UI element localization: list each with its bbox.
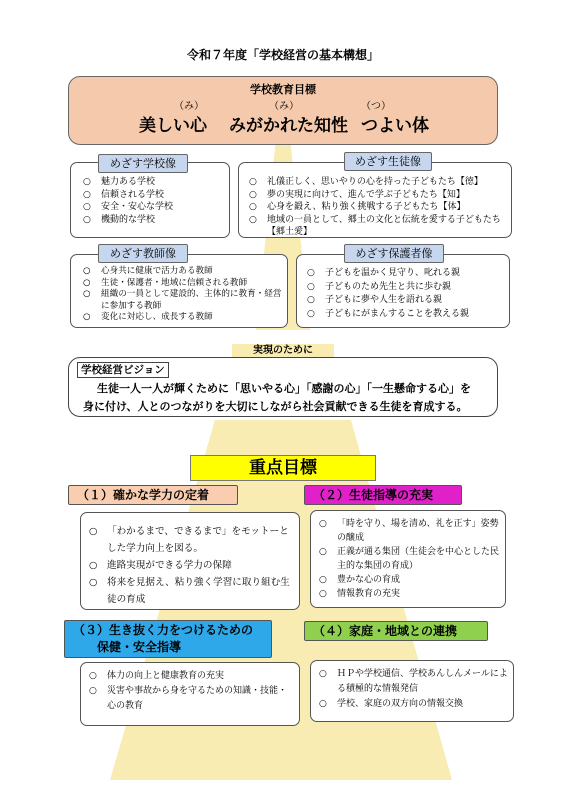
bullet-icon: ○: [89, 577, 98, 588]
goal-text-3: つよい体: [361, 116, 429, 136]
parent-image-list: [307, 267, 505, 321]
parent-image-box: [296, 254, 510, 328]
list-item: [249, 176, 505, 189]
priority-2-title: （２）生徒指導の充実: [304, 485, 462, 505]
list-item-text: 体力の向上と健康教育の充実: [107, 671, 225, 681]
list-item: [319, 697, 509, 712]
list-item-text: 安全・安心な学校: [101, 202, 174, 212]
ruby-1: （み）: [174, 101, 204, 112]
list-item-text: 「わかるまで、できるまで」をモットーとした学力向上を図る。: [107, 526, 289, 554]
bullet-icon: ○: [83, 312, 91, 322]
list-item-text: 「時を守り、場を清め、礼を正す」姿勢の醸成: [337, 519, 499, 543]
list-item-text: 情報教育の充実: [337, 589, 401, 599]
bullet-icon: ○: [83, 289, 91, 299]
bullet-icon: ○: [319, 589, 327, 599]
list-item: [83, 278, 283, 290]
bullet-icon: ○: [249, 214, 257, 225]
list-item: [83, 189, 229, 202]
list-item-text: 組織の一員として建設的、主体的に教育・経営に参加する教師: [101, 289, 282, 311]
list-item-text: 生徒・保護者・地域に信頼される教師: [101, 277, 248, 288]
school-image-list: [83, 176, 229, 226]
priority-3-list: [89, 669, 295, 714]
student-image-box: [238, 162, 512, 238]
bullet-icon: ○: [319, 699, 327, 709]
list-item-text: 子どもを温かく見守り、叱れる親: [325, 268, 461, 278]
list-item-text: 子どもに夢や人生を語れる親: [325, 295, 443, 305]
teacher-image-label: めざす教師像: [98, 244, 188, 263]
priority-3-title-line-2: 保健・安全指導: [97, 640, 182, 654]
list-item: [89, 669, 295, 684]
list-item-text: 地域の一員として、郷土の文化と伝統を愛する子どもたち【郷土愛】: [267, 214, 501, 237]
list-item: [249, 201, 505, 214]
list-item: [83, 201, 229, 214]
teacher-image-list: [83, 266, 283, 324]
priority-3-title-line-1: （３）生き抜く力をつけるための: [73, 623, 254, 637]
student-image-list: [249, 176, 505, 239]
school-image-label: めざす学校像: [98, 154, 188, 173]
bullet-icon: ○: [319, 575, 327, 585]
bullet-icon: ○: [307, 308, 315, 319]
bullet-icon: ○: [83, 214, 91, 225]
goal-text-1: 美しい心: [139, 116, 207, 136]
bullet-icon: ○: [307, 268, 315, 278]
bullet-icon: ○: [319, 669, 327, 679]
list-item: [89, 574, 293, 608]
priority-4-list: [319, 667, 509, 712]
list-item-text: 変化に対応し、成長する教師: [101, 312, 213, 322]
list-item: [319, 545, 501, 573]
student-image-label: めざす生徒像: [344, 152, 432, 171]
list-item: [249, 189, 505, 202]
list-item: [307, 281, 505, 295]
priority-4-box: [310, 660, 514, 722]
bullet-icon: ○: [307, 281, 315, 292]
list-item-text: 進路実現ができる学力の保障: [107, 560, 232, 571]
school-image-box: [70, 162, 230, 238]
list-item-text: 学校、家庭の双方向の情報交換: [337, 699, 464, 709]
priority-title: 重点目標: [190, 455, 376, 481]
list-item-text: 夢の実現に向けて、進んで学ぶ子どもたち【知】: [267, 189, 465, 200]
bullet-icon: ○: [83, 202, 91, 212]
priority-1-list: [89, 523, 293, 608]
bullet-icon: ○: [83, 177, 91, 187]
list-item-text: 機動的な学校: [101, 214, 156, 225]
list-item: [83, 312, 283, 324]
vision-line-1: 生徒一人一人が輝くために「思いやる心」「感謝の心」「一生懸命する心」を: [97, 382, 471, 395]
parent-image-label: めざす保護者像: [344, 244, 444, 263]
list-item-text: 将来を見据え、粘り強く学習に取り組む生徒の育成: [107, 577, 290, 605]
list-item: [83, 214, 229, 227]
list-item-text: ＨＰや学校通信、学校あんしんメールによる積極的な情報発信: [337, 669, 508, 694]
list-item: [249, 214, 505, 239]
list-item-text: 正義が通る集団（生徒会を中心とした民主的な集団の育成）: [337, 547, 500, 571]
list-item: [83, 266, 283, 278]
bullet-icon: ○: [89, 686, 97, 696]
goal-text-2: みがかれた知性: [229, 116, 348, 136]
priority-1-title: （１）確かな学力の定着: [68, 485, 238, 505]
priority-3-box: [80, 662, 300, 726]
bullet-icon: ○: [89, 671, 97, 681]
bullet-icon: ○: [249, 202, 257, 212]
list-item-text: 災害や事故から身を守るための知識・技能・心の教育: [107, 686, 288, 711]
priority-3-title: [64, 620, 272, 658]
bullet-icon: ○: [319, 547, 327, 557]
bullet-icon: ○: [249, 177, 257, 187]
list-item-text: 豊かな心の育成: [337, 575, 401, 585]
bullet-icon: ○: [83, 189, 91, 200]
page-title: 令和７年度「学校経営の基本構想」: [186, 48, 379, 62]
bullet-icon: ○: [83, 266, 91, 276]
list-item: [89, 523, 293, 557]
list-item-text: 心身共に健康で活力ある教師: [101, 266, 213, 276]
list-item: [89, 557, 293, 574]
list-item: [307, 308, 505, 322]
list-item: [89, 684, 295, 714]
bullet-icon: ○: [89, 560, 98, 571]
bullet-icon: ○: [89, 526, 98, 537]
list-item: [319, 517, 501, 545]
list-item: [307, 294, 505, 308]
list-item-text: 心身を鍛え、粘り強く挑戦する子どもたち【体】: [267, 202, 466, 212]
list-item-text: 礼儀正しく、思いやりの心を持った子どもたち【徳】: [267, 177, 483, 187]
realize-label: 実現のために: [232, 344, 334, 358]
list-item-text: 子どもにがまんすることを教える親: [325, 308, 470, 319]
ruby-3: （つ）: [361, 101, 391, 112]
list-item-text: 子どものため先生と共に歩む親: [325, 281, 452, 292]
vision-box: [68, 357, 498, 417]
bullet-icon: ○: [249, 189, 257, 200]
bullet-icon: ○: [307, 295, 315, 305]
list-item: [307, 267, 505, 281]
list-item-text: 魅力ある学校: [101, 177, 156, 187]
vision-line-2: 身に付け、人とのつながりを大切にしながら社会貢献できる生徒を育成する。: [83, 400, 468, 413]
list-item: [83, 176, 229, 189]
teacher-image-box: [70, 254, 288, 328]
school-goal-label: 学校教育目標: [250, 83, 316, 96]
bullet-icon: ○: [319, 519, 327, 529]
list-item-text: 信頼される学校: [101, 189, 165, 200]
list-item: [319, 587, 501, 601]
list-item: [319, 667, 509, 697]
ruby-2: （み）: [269, 101, 299, 112]
priority-1-box: [80, 512, 300, 610]
priority-4-title: （４）家庭・地域との連携: [304, 621, 488, 641]
list-item: [83, 289, 283, 312]
bullet-icon: ○: [83, 277, 91, 288]
school-goal-box: [68, 76, 498, 145]
vision-label: 学校経営ビジョン: [77, 362, 169, 378]
list-item: [319, 573, 501, 587]
priority-2-list: [319, 517, 501, 601]
priority-2-box: [310, 510, 506, 608]
